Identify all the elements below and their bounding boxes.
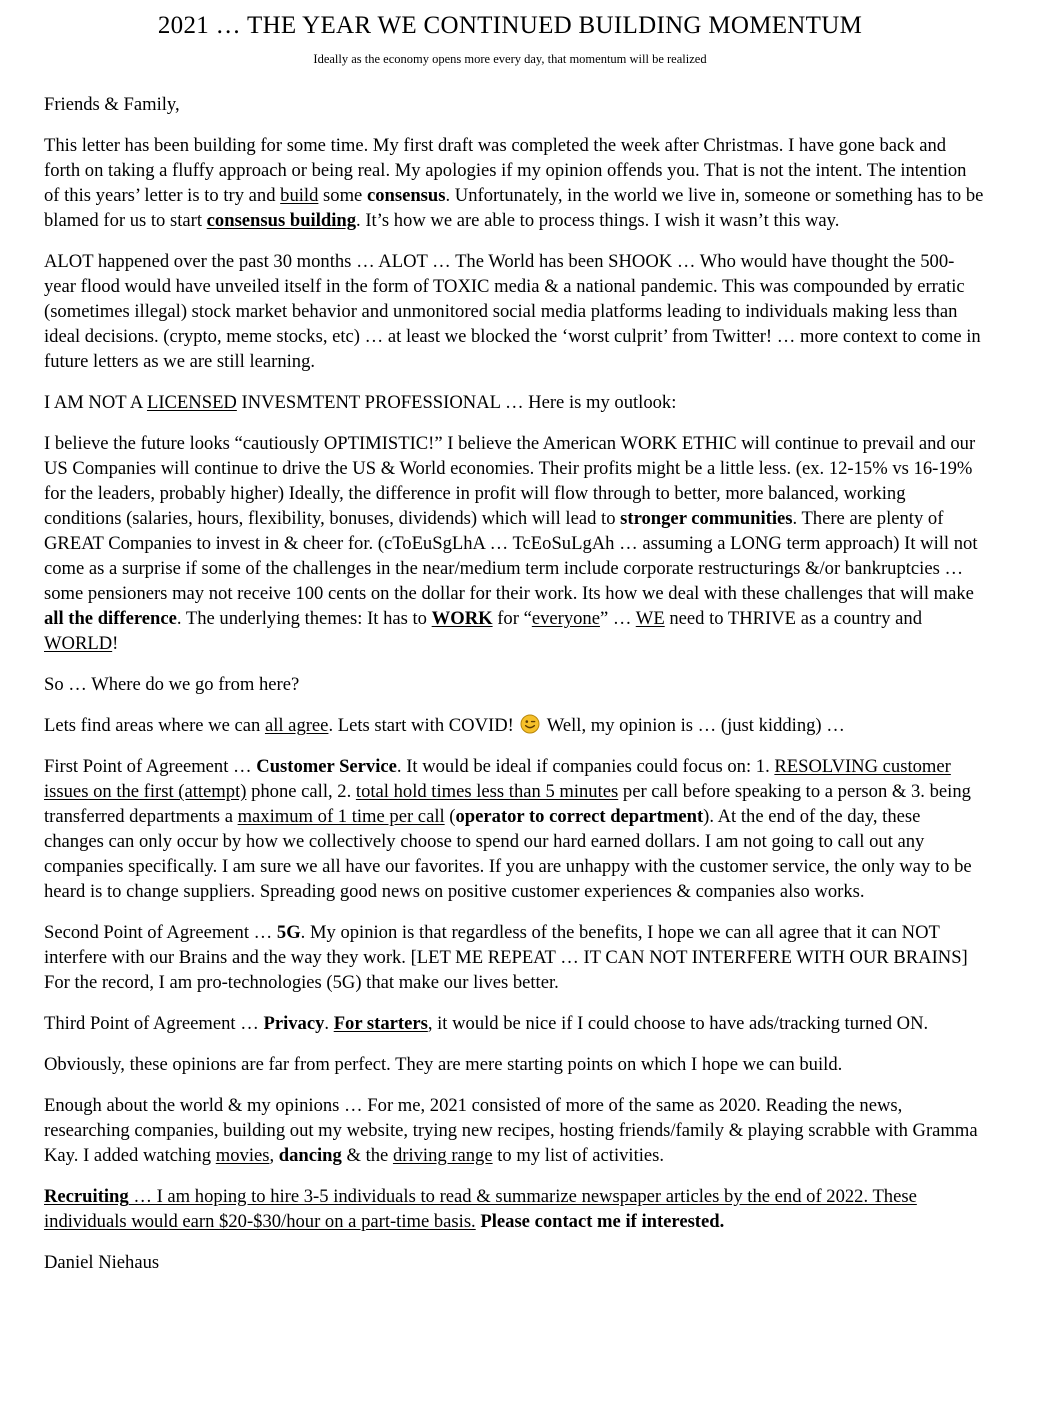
letter-title: 2021 … THE YEAR WE CONTINUED BUILDING MOMENTUM: [157, 12, 863, 39]
letter-body: [44, 92, 984, 1291]
winking-smiley-icon: [520, 714, 540, 734]
paragraph-recruiting: Recruiting … I am hoping to hire 3-5 individuals to read & summarize newspaper articles by the end of 2022. These individuals would earn $20-$30/hour on a part-time basis. Please contact me if interested.: [44, 1186, 917, 1232]
paragraph-where-from-here: So … Where do we go from here?: [44, 674, 300, 695]
paragraph-customer-service: First Point of Agreement … Customer Service. It would be ideal if companies could focus on: 1. RESOLVING customer issues on the first (attempt) phone call, 2. total hold times less than 5 minutes per call before speaking to a person & 3. being transferred departments a maximum of 1 time per call (operator to correct department). At the end of the day, these changes can only occur by how we collectively choose to spend our hard earned dollars. I am not going to call out any companies specifically. I am sure we all have our favorites. If you are unhappy with the customer service, the only way to be heard is to change suppliers. Spreading good news on positive customer experiences & companies also works.: [44, 756, 972, 902]
paragraph-outlook: I believe the future looks “cautiously OPTIMISTIC!” I believe the American WORK ETHIC will continue to prevail and our US Companies will continue to drive the US & World economies. Their profits might be a little less. (ex. 12-15% vs 16-19% for the leaders, probably higher) Ideally, the difference in profit will flow through to better, more balanced, working conditions (salaries, hours, flexibility, bonuses, dividends) which will lead to stronger communities. There are plenty of GREAT Companies to invest in & cheer for. (cToEuSgLhA … TcEoSuLgAh … assuming a LONG term approach) It will not come as a surprise if some of the challenges in the near/medium term include corporate restructurings &/or bankruptcies … some pensioners may not receive 100 cents on the dollar for their work. Its how we deal with these challenges that will make all the difference. The underlying themes: It has to WORK for “everyone” … WE need to THRIVE as a country and WORLD!: [44, 433, 978, 654]
paragraph-disclaimer: I AM NOT A LICENSED INVESMTENT PROFESSIONAL … Here is my outlook:: [44, 392, 677, 413]
paragraph-5g: Second Point of Agreement … 5G. My opinion is that regardless of the benefits, I hope we can all agree that it can NOT interfere with our Brains and the way they work. [LET ME REPEAT … IT CAN NOT INTERFERE WITH OUR BRAINS] For the record, I am pro-technologies (5G) that make our lives better.: [44, 922, 968, 993]
paragraph-privacy: Third Point of Agreement … Privacy. For starters, it would be nice if I could choose to have ads/tracking turned ON.: [44, 1013, 929, 1034]
paragraph-intro: This letter has been building for some time. My first draft was completed the week after Christmas. I have gone back and forth on taking a fluffy approach or being real. My apologies if my opinion offends you. That is not the intent. The intention of this years’ letter is to try and build some consensus. Unfortunately, in the world we live in, someone or something has to be blamed for us to start consensus building. It’s how we are able to process things. I wish it wasn’t this way.: [44, 135, 984, 231]
letter-subtitle: Ideally as the economy opens more every day, that momentum will be realized: [313, 52, 707, 66]
signature: Daniel Niehaus: [44, 1252, 160, 1273]
paragraph-agree: Lets find areas where we can all agree. Lets start with COVID! Well, my opinion is … (just kidding) …: [44, 715, 845, 736]
paragraph-opinions: Obviously, these opinions are far from perfect. They are mere starting points on which I hope we can build.: [44, 1054, 843, 1075]
greeting: Friends & Family,: [44, 94, 180, 115]
paragraph-activities: Enough about the world & my opinions … For me, 2021 consisted of more of the same as 2020. Reading the news, researching companies, building out my website, trying new recipes, hosting friends/family & playing scrabble with Gramma Kay. I added watching movies, dancing & the driving range to my list of activities.: [44, 1095, 978, 1166]
paragraph-past-30-months: ALOT happened over the past 30 months … ALOT … The World has been SHOOK … Who would have thought the 500-year flood would have unveiled itself in the form of TOXIC media & a national pandemic. This was compounded by erratic (sometimes illegal) stock market behavior and unmonitored social media platforms leading to individuals making less than ideal decisions. (crypto, meme stocks, etc) … at least we blocked the ‘worst culprit’ from Twitter! … more context to come in future letters as we are still learning.: [44, 251, 981, 372]
